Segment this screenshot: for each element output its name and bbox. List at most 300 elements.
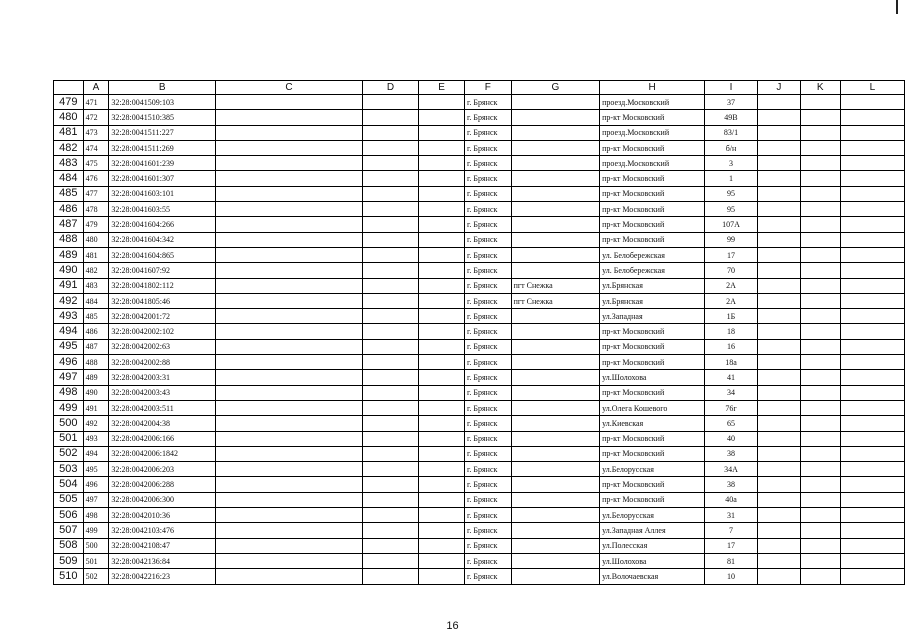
cell-f: г. Брянск (465, 125, 512, 140)
cell-g (511, 232, 600, 247)
cell-b: 32:28:0041805:46 (109, 293, 216, 308)
cell-b: 32:28:0041604:865 (109, 247, 216, 262)
cell-d (362, 492, 418, 507)
cell-d (362, 416, 418, 431)
cell-k (800, 492, 840, 507)
cell-c (216, 278, 363, 293)
cell-g (511, 324, 600, 339)
cell-l (840, 125, 904, 140)
cell-j (757, 538, 800, 553)
cell-e (419, 492, 465, 507)
cell-c (216, 110, 363, 125)
cell-j (757, 171, 800, 186)
cell-g (511, 95, 600, 110)
cell-l (840, 462, 904, 477)
cell-b: 32:28:0042003:31 (109, 370, 216, 385)
cell-b: 32:28:0041601:239 (109, 156, 216, 171)
cell-d (362, 140, 418, 155)
cell-h: проезд.Московский (600, 95, 705, 110)
cell-f: г. Брянск (465, 477, 512, 492)
cell-l (840, 293, 904, 308)
cell-j (757, 462, 800, 477)
cell-c (216, 492, 363, 507)
cell-f: г. Брянск (465, 202, 512, 217)
cell-i: 38 (705, 446, 758, 461)
cell-j (757, 324, 800, 339)
cell-g (511, 125, 600, 140)
cell-e (419, 431, 465, 446)
cell-h: пр-кт Московский (600, 324, 705, 339)
cell-f: г. Брянск (465, 171, 512, 186)
table-row (54, 477, 905, 492)
cell-b: 32:28:0041510:385 (109, 110, 216, 125)
cell-i: 76г (705, 400, 758, 415)
cell-c (216, 462, 363, 477)
cell-a: 485 (83, 309, 109, 324)
cell-b: 32:28:0042003:43 (109, 385, 216, 400)
cell-a: 484 (83, 293, 109, 308)
cell-h: пр-кт Московский (600, 477, 705, 492)
edge-mark (896, 0, 898, 14)
cell-f: г. Брянск (465, 508, 512, 523)
cell-l (840, 278, 904, 293)
row-number: 503 (54, 462, 84, 477)
cell-i: 40а (705, 492, 758, 507)
cell-e (419, 156, 465, 171)
cell-e (419, 186, 465, 201)
cell-h: пр-кт Московский (600, 110, 705, 125)
cell-l (840, 370, 904, 385)
row-number: 507 (54, 523, 84, 538)
cell-h: пр-кт Московский (600, 202, 705, 217)
cell-d (362, 508, 418, 523)
cell-j (757, 309, 800, 324)
row-number: 504 (54, 477, 84, 492)
table-row (54, 400, 905, 415)
cell-i: 107А (705, 217, 758, 232)
cell-h: ул.Полесская (600, 538, 705, 553)
cell-k (800, 339, 840, 354)
cell-b: 32:28:0042103:476 (109, 523, 216, 538)
cell-k (800, 278, 840, 293)
cell-b: 32:28:0042006:288 (109, 477, 216, 492)
column-header-d: D (362, 81, 418, 95)
cell-e (419, 125, 465, 140)
cell-f: г. Брянск (465, 156, 512, 171)
cell-i: 38 (705, 477, 758, 492)
cell-b: 32:28:0042001:72 (109, 309, 216, 324)
cell-d (362, 339, 418, 354)
cell-c (216, 125, 363, 140)
table-row (54, 370, 905, 385)
column-header-g: G (511, 81, 600, 95)
cell-f: г. Брянск (465, 278, 512, 293)
cell-c (216, 553, 363, 568)
cell-l (840, 400, 904, 415)
cell-a: 499 (83, 523, 109, 538)
cell-a: 497 (83, 492, 109, 507)
cell-l (840, 385, 904, 400)
cell-g: пгт Снежка (511, 278, 600, 293)
cell-f: г. Брянск (465, 446, 512, 461)
cell-h: проезд.Московский (600, 156, 705, 171)
cell-c (216, 324, 363, 339)
cell-f: г. Брянск (465, 247, 512, 262)
cell-c (216, 508, 363, 523)
cell-i: 41 (705, 370, 758, 385)
cell-i: 18 (705, 324, 758, 339)
table-row (54, 416, 905, 431)
cell-k (800, 477, 840, 492)
row-number: 491 (54, 278, 84, 293)
cell-a: 502 (83, 569, 109, 584)
cell-d (362, 263, 418, 278)
cell-j (757, 569, 800, 584)
cell-e (419, 462, 465, 477)
cell-g (511, 247, 600, 262)
cell-h: пр-кт Московский (600, 171, 705, 186)
cell-h: ул.Брянская (600, 278, 705, 293)
cell-c (216, 293, 363, 308)
cell-f: г. Брянск (465, 355, 512, 370)
cell-i: 83/1 (705, 125, 758, 140)
cell-j (757, 477, 800, 492)
cell-h: пр-кт Московский (600, 232, 705, 247)
cell-e (419, 416, 465, 431)
cell-a: 474 (83, 140, 109, 155)
cell-h: ул.Олега Кошевого (600, 400, 705, 415)
cell-a: 488 (83, 355, 109, 370)
table-body (54, 95, 905, 585)
cell-f: г. Брянск (465, 400, 512, 415)
cell-j (757, 247, 800, 262)
cell-i: 16 (705, 339, 758, 354)
cell-g (511, 140, 600, 155)
table-row (54, 523, 905, 538)
cell-h: пр-кт Московский (600, 355, 705, 370)
cell-d (362, 538, 418, 553)
cell-c (216, 400, 363, 415)
cell-l (840, 217, 904, 232)
cell-a: 493 (83, 431, 109, 446)
cell-h: пр-кт Московский (600, 217, 705, 232)
cell-l (840, 339, 904, 354)
cell-e (419, 140, 465, 155)
cell-i: 99 (705, 232, 758, 247)
table-row (54, 217, 905, 232)
cell-d (362, 186, 418, 201)
cell-c (216, 217, 363, 232)
cell-k (800, 569, 840, 584)
cell-k (800, 462, 840, 477)
cell-e (419, 171, 465, 186)
cell-a: 490 (83, 385, 109, 400)
cell-j (757, 508, 800, 523)
cell-k (800, 324, 840, 339)
cell-b: 32:28:0042216:23 (109, 569, 216, 584)
column-header-j: J (757, 81, 800, 95)
cell-g (511, 462, 600, 477)
cell-j (757, 400, 800, 415)
cell-g (511, 309, 600, 324)
table-row (54, 95, 905, 110)
cell-k (800, 232, 840, 247)
cell-f: г. Брянск (465, 492, 512, 507)
cell-h: пр-кт Московский (600, 339, 705, 354)
cell-c (216, 247, 363, 262)
cell-c (216, 339, 363, 354)
table-row (54, 324, 905, 339)
cell-h: ул.Белорусская (600, 508, 705, 523)
cell-i: 34 (705, 385, 758, 400)
cell-f: г. Брянск (465, 553, 512, 568)
row-number: 482 (54, 140, 84, 155)
cell-k (800, 523, 840, 538)
table-row (54, 232, 905, 247)
cell-k (800, 156, 840, 171)
table-row (54, 431, 905, 446)
table-row (54, 171, 905, 186)
cell-j (757, 232, 800, 247)
cell-c (216, 355, 363, 370)
cell-g (511, 477, 600, 492)
cell-l (840, 492, 904, 507)
cell-a: 480 (83, 232, 109, 247)
cell-b: 32:28:0042108:47 (109, 538, 216, 553)
cell-j (757, 202, 800, 217)
cell-l (840, 523, 904, 538)
cell-g (511, 508, 600, 523)
cell-c (216, 156, 363, 171)
row-number: 505 (54, 492, 84, 507)
column-header-row (54, 81, 905, 95)
cell-h: ул.Западная Аллея (600, 523, 705, 538)
cell-k (800, 416, 840, 431)
cell-g (511, 385, 600, 400)
cell-h: пр-кт Московский (600, 385, 705, 400)
cell-d (362, 309, 418, 324)
cell-l (840, 263, 904, 278)
table-row (54, 339, 905, 354)
cell-l (840, 355, 904, 370)
cell-g (511, 202, 600, 217)
table-row (54, 508, 905, 523)
cell-l (840, 553, 904, 568)
cell-j (757, 416, 800, 431)
row-number: 494 (54, 324, 84, 339)
table-row (54, 569, 905, 584)
cell-b: 32:28:0042002:88 (109, 355, 216, 370)
row-number: 502 (54, 446, 84, 461)
cell-g (511, 569, 600, 584)
cell-d (362, 232, 418, 247)
cell-f: г. Брянск (465, 324, 512, 339)
cell-g (511, 492, 600, 507)
cell-h: ул. Белобережская (600, 263, 705, 278)
cell-k (800, 110, 840, 125)
cell-i: 17 (705, 538, 758, 553)
cell-b: 32:28:0042136:84 (109, 553, 216, 568)
cell-l (840, 309, 904, 324)
row-number: 483 (54, 156, 84, 171)
cell-i: 2А (705, 278, 758, 293)
cell-d (362, 125, 418, 140)
cell-d (362, 400, 418, 415)
cell-f: г. Брянск (465, 263, 512, 278)
cell-a: 501 (83, 553, 109, 568)
cell-b: 32:28:0042003:511 (109, 400, 216, 415)
cell-g (511, 553, 600, 568)
cell-e (419, 553, 465, 568)
column-header-c: C (216, 81, 363, 95)
cell-i: 40 (705, 431, 758, 446)
cell-j (757, 156, 800, 171)
cell-i: 1Б (705, 309, 758, 324)
cell-a: 477 (83, 186, 109, 201)
cell-a: 494 (83, 446, 109, 461)
cell-c (216, 171, 363, 186)
row-number: 495 (54, 339, 84, 354)
cell-a: 478 (83, 202, 109, 217)
cell-d (362, 247, 418, 262)
column-header-l: L (840, 81, 904, 95)
cell-k (800, 553, 840, 568)
cell-j (757, 140, 800, 155)
cell-e (419, 202, 465, 217)
cell-h: ул.Брянская (600, 293, 705, 308)
cell-d (362, 202, 418, 217)
table-row (54, 156, 905, 171)
row-number: 496 (54, 355, 84, 370)
table-row (54, 293, 905, 308)
row-number: 481 (54, 125, 84, 140)
table-row (54, 553, 905, 568)
cell-c (216, 385, 363, 400)
cell-g (511, 355, 600, 370)
row-number: 492 (54, 293, 84, 308)
cell-j (757, 339, 800, 354)
cell-e (419, 370, 465, 385)
cell-i: 18а (705, 355, 758, 370)
cell-i: 7 (705, 523, 758, 538)
row-number: 480 (54, 110, 84, 125)
cell-b: 32:28:0041604:342 (109, 232, 216, 247)
cell-f: г. Брянск (465, 232, 512, 247)
cell-e (419, 232, 465, 247)
cell-b: 32:28:0041802:112 (109, 278, 216, 293)
cell-l (840, 171, 904, 186)
table-row (54, 278, 905, 293)
cell-i: 95 (705, 202, 758, 217)
cell-j (757, 431, 800, 446)
cell-i: 2А (705, 293, 758, 308)
row-number: 510 (54, 569, 84, 584)
cell-d (362, 156, 418, 171)
table-row (54, 125, 905, 140)
row-number: 488 (54, 232, 84, 247)
cell-b: 32:28:0042006:166 (109, 431, 216, 446)
cell-f: г. Брянск (465, 523, 512, 538)
cell-l (840, 247, 904, 262)
cell-c (216, 569, 363, 584)
cell-i: 3 (705, 156, 758, 171)
cell-h: ул.Шолохова (600, 553, 705, 568)
cell-d (362, 217, 418, 232)
cell-e (419, 538, 465, 553)
cell-e (419, 446, 465, 461)
cell-g: пгт Снежка (511, 293, 600, 308)
column-header-b: B (109, 81, 216, 95)
cell-f: г. Брянск (465, 569, 512, 584)
cell-h: пр-кт Московский (600, 431, 705, 446)
cell-b: 32:28:0041601:307 (109, 171, 216, 186)
cell-e (419, 110, 465, 125)
row-number: 486 (54, 202, 84, 217)
cell-k (800, 309, 840, 324)
column-header-k: K (800, 81, 840, 95)
cell-b: 32:28:0041603:101 (109, 186, 216, 201)
table-row (54, 462, 905, 477)
cell-g (511, 400, 600, 415)
table-row (54, 263, 905, 278)
cell-h: проезд.Московский (600, 125, 705, 140)
cell-b: 32:28:0041607:92 (109, 263, 216, 278)
row-number: 498 (54, 385, 84, 400)
row-number: 493 (54, 309, 84, 324)
cell-k (800, 431, 840, 446)
cell-k (800, 370, 840, 385)
cell-j (757, 186, 800, 201)
cell-e (419, 263, 465, 278)
cell-i: 10 (705, 569, 758, 584)
cell-h: ул. Белобережская (600, 247, 705, 262)
cell-f: г. Брянск (465, 140, 512, 155)
cell-j (757, 553, 800, 568)
cell-b: 32:28:0042006:300 (109, 492, 216, 507)
cell-d (362, 293, 418, 308)
cell-d (362, 324, 418, 339)
cell-d (362, 553, 418, 568)
cell-a: 487 (83, 339, 109, 354)
cell-e (419, 309, 465, 324)
cell-j (757, 110, 800, 125)
table-row (54, 140, 905, 155)
cell-h: пр-кт Московский (600, 140, 705, 155)
cell-g (511, 523, 600, 538)
row-number: 484 (54, 171, 84, 186)
cell-a: 483 (83, 278, 109, 293)
cell-b: 32:28:0041603:55 (109, 202, 216, 217)
cell-f: г. Брянск (465, 370, 512, 385)
cell-c (216, 309, 363, 324)
cell-a: 475 (83, 156, 109, 171)
cell-h: пр-кт Московский (600, 186, 705, 201)
cell-f: г. Брянск (465, 339, 512, 354)
table-row (54, 309, 905, 324)
cell-l (840, 140, 904, 155)
cell-k (800, 125, 840, 140)
cell-a: 482 (83, 263, 109, 278)
cell-k (800, 538, 840, 553)
cell-g (511, 110, 600, 125)
cell-d (362, 446, 418, 461)
cell-b: 32:28:0042006:203 (109, 462, 216, 477)
cell-g (511, 431, 600, 446)
cell-i: 65 (705, 416, 758, 431)
cell-i: 31 (705, 508, 758, 523)
cell-c (216, 370, 363, 385)
cell-e (419, 569, 465, 584)
